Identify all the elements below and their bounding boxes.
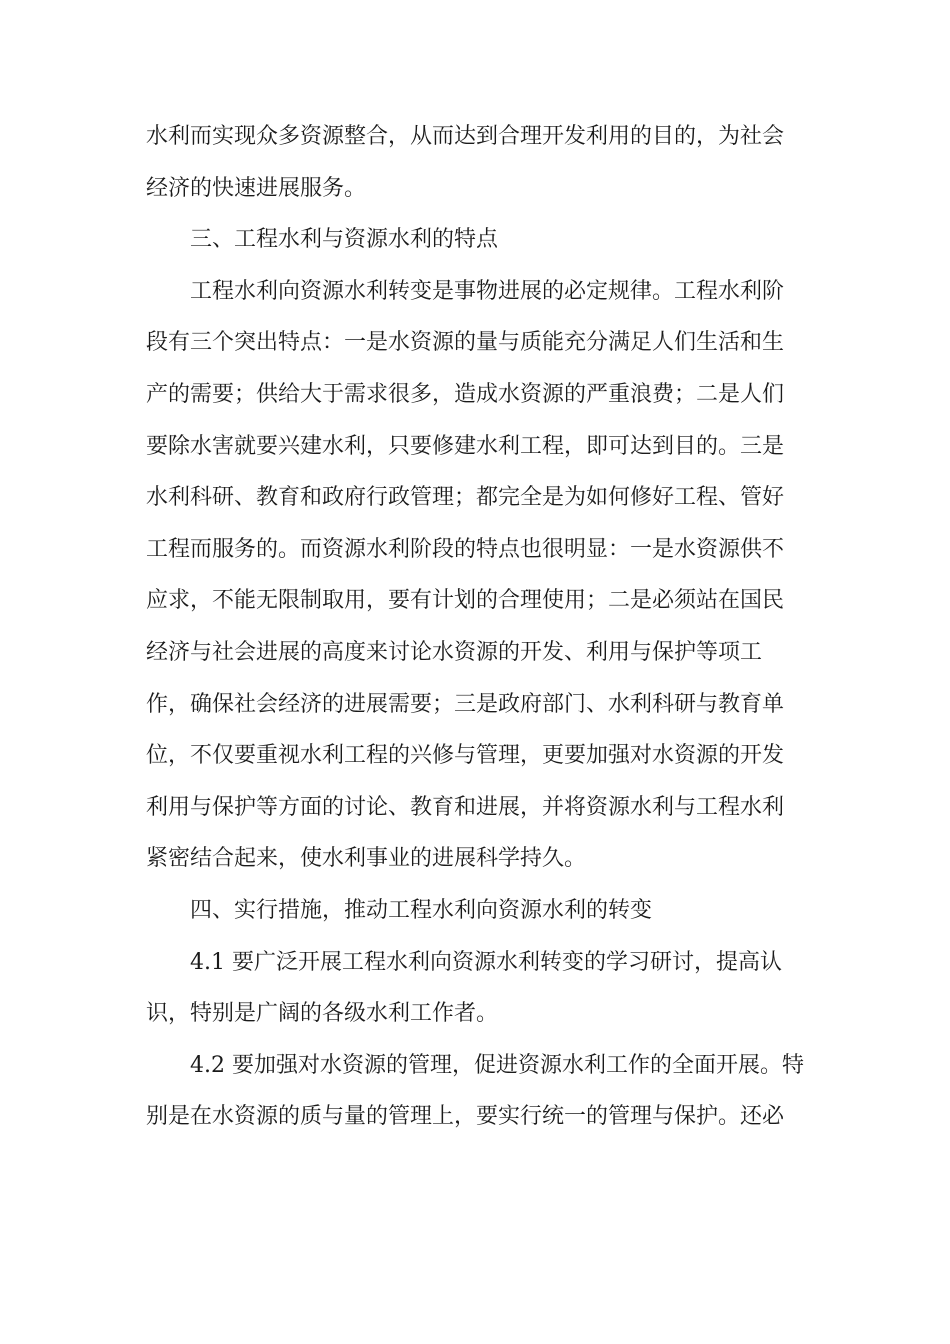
heading-line: 四、实行措施，推动工程水利向资源水利的转变 [190,897,653,923]
text-line: 应求，不能无限制取用，要有计划的合理使用；二是必须站在国民 [146,588,785,614]
paragraph-measure-4-1 [146,937,806,1040]
text-line: 段有三个突出特点：一是水资源的量与质能充分满足人们生活和生 [146,330,785,356]
paragraph-features-body [146,266,806,885]
paragraph-intro-continuation [146,111,806,214]
text-line: 产的需要；供给大于需求很多，造成水资源的严重浪费；二是人们 [146,381,785,407]
document-body [146,111,806,1143]
text-line: 别是在水资源的质与量的管理上，要实行统一的管理与保护。还必 [146,1104,785,1130]
text-line: 经济的快速进展服务。 [146,175,367,201]
text-line: 位，不仅要重视水利工程的兴修与管理，更要加强对水资源的开发 [146,743,785,769]
paragraph-measure-4-2 [146,1040,806,1143]
section-heading-4 [146,885,806,937]
text-line: 要除水害就要兴建水利，只要修建水利工程，即可达到目的。三是 [146,433,785,459]
text-line: 水利科研、教育和政府行政管理；都完全是为如何修好工程、管好 [146,485,785,511]
text-line: 利用与保护等方面的讨论、教育和进展，并将资源水利与工程水利 [146,794,785,820]
text-line: 工程水利向资源水利转变是事物进展的必定规律。工程水利阶 [190,278,785,304]
text-line: 4.2 要加强对水资源的管理，促进资源水利工作的全面开展。特 [190,1052,804,1078]
text-line: 工程而服务的。而资源水利阶段的特点也很明显：一是水资源供不 [146,536,785,562]
text-line: 4.1 要广泛开展工程水利向资源水利转变的学习研讨，提高认 [190,949,782,975]
section-heading-3 [146,214,806,266]
text-line: 作，确保社会经济的进展需要；三是政府部门、水利科研与教育单 [146,691,785,717]
text-line: 经济与社会进展的高度来讨论水资源的开发、利用与保护等项工 [146,639,763,665]
text-line: 紧密结合起来，使水利事业的进展科学持久。 [146,846,587,872]
heading-line: 三、工程水利与资源水利的特点 [190,227,499,253]
text-line: 识，特别是广阔的各级水利工作者。 [146,1001,499,1027]
text-line: 水利而实现众多资源整合，从而达到合理开发利用的目的，为社会 [146,124,785,149]
